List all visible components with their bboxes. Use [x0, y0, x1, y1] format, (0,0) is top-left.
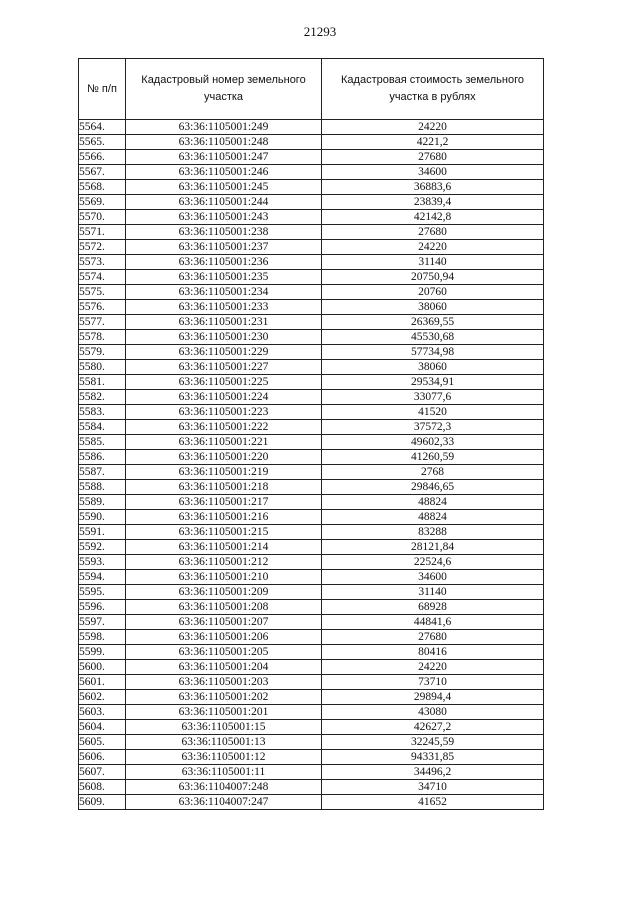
row-number-cell: 5601. [79, 675, 126, 690]
row-number-cell: 5566. [79, 150, 126, 165]
cadastral-value-cell: 38060 [322, 360, 544, 375]
table-row [79, 435, 544, 450]
cadastral-number-cell: 63:36:1105001:216 [126, 510, 322, 525]
cadastral-number-cell: 63:36:1104007:248 [126, 780, 322, 795]
table-row [79, 405, 544, 420]
row-number-cell: 5564. [79, 120, 126, 135]
cadastral-number-cell: 63:36:1105001:231 [126, 315, 322, 330]
cadastral-number-cell: 63:36:1105001:237 [126, 240, 322, 255]
cadastral-number-cell: 63:36:1105001:220 [126, 450, 322, 465]
table-body [79, 120, 544, 810]
cadastral-value-cell: 44841,6 [322, 615, 544, 630]
row-number-cell: 5602. [79, 690, 126, 705]
table-row [79, 270, 544, 285]
cadastral-value-cell: 73710 [322, 675, 544, 690]
cadastral-number-cell: 63:36:1105001:249 [126, 120, 322, 135]
cadastral-number-cell: 63:36:1105001:227 [126, 360, 322, 375]
table-row [79, 450, 544, 465]
row-number-cell: 5607. [79, 765, 126, 780]
cadastral-number-cell: 63:36:1105001:235 [126, 270, 322, 285]
row-number-cell: 5594. [79, 570, 126, 585]
table-row [79, 555, 544, 570]
cadastral-number-cell: 63:36:1105001:208 [126, 600, 322, 615]
row-number-cell: 5572. [79, 240, 126, 255]
cadastral-number-cell: 63:36:1105001:238 [126, 225, 322, 240]
row-number-cell: 5596. [79, 600, 126, 615]
row-number-cell: 5590. [79, 510, 126, 525]
cadastral-number-cell: 63:36:1105001:209 [126, 585, 322, 600]
table-row [79, 420, 544, 435]
table-row [79, 300, 544, 315]
row-number-cell: 5565. [79, 135, 126, 150]
cadastral-value-cell: 23839,4 [322, 195, 544, 210]
cadastral-number-cell: 63:36:1105001:236 [126, 255, 322, 270]
cadastral-value-cell: 29846,65 [322, 480, 544, 495]
cadastral-number-cell: 63:36:1105001:205 [126, 645, 322, 660]
row-number-cell: 5588. [79, 480, 126, 495]
cadastral-value-cell: 27680 [322, 630, 544, 645]
cadastral-value-cell: 34600 [322, 570, 544, 585]
cadastral-value-cell: 48824 [322, 510, 544, 525]
cadastral-value-cell: 41520 [322, 405, 544, 420]
table-row [79, 285, 544, 300]
cadastral-number-cell: 63:36:1105001:13 [126, 735, 322, 750]
table-row [79, 360, 544, 375]
cadastral-value-cell: 68928 [322, 600, 544, 615]
cadastral-value-cell: 4221,2 [322, 135, 544, 150]
row-number-cell: 5579. [79, 345, 126, 360]
cadastral-value-cell: 80416 [322, 645, 544, 660]
cadastral-value-cell: 24220 [322, 240, 544, 255]
cadastral-number-cell: 63:36:1105001:217 [126, 495, 322, 510]
table-row [79, 750, 544, 765]
cadastral-number-cell: 63:36:1105001:224 [126, 390, 322, 405]
cadastral-value-cell: 26369,55 [322, 315, 544, 330]
cadastral-number-cell: 63:36:1104007:247 [126, 795, 322, 810]
row-number-cell: 5609. [79, 795, 126, 810]
cadastral-value-cell: 41260,59 [322, 450, 544, 465]
cadastral-number-cell: 63:36:1105001:248 [126, 135, 322, 150]
cadastral-number-cell: 63:36:1105001:219 [126, 465, 322, 480]
cadastral-value-table [78, 58, 544, 810]
table-row [79, 600, 544, 615]
cadastral-number-cell: 63:36:1105001:201 [126, 705, 322, 720]
table-row [79, 585, 544, 600]
row-number-cell: 5569. [79, 195, 126, 210]
cadastral-number-cell: 63:36:1105001:243 [126, 210, 322, 225]
row-number-cell: 5586. [79, 450, 126, 465]
cadastral-number-cell: 63:36:1105001:246 [126, 165, 322, 180]
row-number-cell: 5568. [79, 180, 126, 195]
table-row [79, 720, 544, 735]
cadastral-number-cell: 63:36:1105001:222 [126, 420, 322, 435]
cadastral-value-cell: 20750,94 [322, 270, 544, 285]
table-row [79, 795, 544, 810]
cadastral-number-cell: 63:36:1105001:229 [126, 345, 322, 360]
row-number-cell: 5608. [79, 780, 126, 795]
row-number-cell: 5575. [79, 285, 126, 300]
cadastral-number-cell: 63:36:1105001:207 [126, 615, 322, 630]
table-row [79, 225, 544, 240]
table-row [79, 705, 544, 720]
cadastral-value-cell: 34600 [322, 165, 544, 180]
row-number-cell: 5597. [79, 615, 126, 630]
cadastral-value-cell: 33077,6 [322, 390, 544, 405]
header-cadastral-value: Кадастровая стоимость земельного участка в рублях [322, 59, 544, 120]
row-number-cell: 5589. [79, 495, 126, 510]
row-number-cell: 5595. [79, 585, 126, 600]
row-number-cell: 5571. [79, 225, 126, 240]
cadastral-number-cell: 63:36:1105001:11 [126, 765, 322, 780]
cadastral-value-cell: 36883,6 [322, 180, 544, 195]
table-row [79, 645, 544, 660]
cadastral-value-cell: 49602,33 [322, 435, 544, 450]
cadastral-number-cell: 63:36:1105001:214 [126, 540, 322, 555]
table-row [79, 465, 544, 480]
row-number-cell: 5593. [79, 555, 126, 570]
table-row [79, 330, 544, 345]
cadastral-number-cell: 63:36:1105001:230 [126, 330, 322, 345]
cadastral-number-cell: 63:36:1105001:204 [126, 660, 322, 675]
table-row [79, 540, 544, 555]
table-row [79, 210, 544, 225]
cadastral-value-cell: 37572,3 [322, 420, 544, 435]
cadastral-value-cell: 57734,98 [322, 345, 544, 360]
table-row [79, 390, 544, 405]
cadastral-value-cell: 83288 [322, 525, 544, 540]
row-number-cell: 5592. [79, 540, 126, 555]
cadastral-value-cell: 38060 [322, 300, 544, 315]
row-number-cell: 5599. [79, 645, 126, 660]
table-row [79, 780, 544, 795]
cadastral-number-cell: 63:36:1105001:218 [126, 480, 322, 495]
row-number-cell: 5600. [79, 660, 126, 675]
table-row [79, 135, 544, 150]
table-row [79, 315, 544, 330]
cadastral-value-cell: 45530,68 [322, 330, 544, 345]
header-row-number: № п/п [79, 59, 126, 120]
row-number-cell: 5577. [79, 315, 126, 330]
cadastral-value-cell: 34496,2 [322, 765, 544, 780]
table-header-row [79, 59, 544, 120]
table-row [79, 150, 544, 165]
row-number-cell: 5598. [79, 630, 126, 645]
row-number-cell: 5576. [79, 300, 126, 315]
cadastral-value-cell: 20760 [322, 285, 544, 300]
cadastral-number-cell: 63:36:1105001:15 [126, 720, 322, 735]
cadastral-value-cell: 22524,6 [322, 555, 544, 570]
row-number-cell: 5582. [79, 390, 126, 405]
table-row [79, 735, 544, 750]
row-number-cell: 5584. [79, 420, 126, 435]
row-number-cell: 5591. [79, 525, 126, 540]
cadastral-value-cell: 43080 [322, 705, 544, 720]
cadastral-value-cell: 31140 [322, 255, 544, 270]
cadastral-number-cell: 63:36:1105001:225 [126, 375, 322, 390]
row-number-cell: 5580. [79, 360, 126, 375]
cadastral-number-cell: 63:36:1105001:12 [126, 750, 322, 765]
cadastral-value-cell: 27680 [322, 225, 544, 240]
cadastral-value-cell: 42627,2 [322, 720, 544, 735]
cadastral-value-cell: 24220 [322, 120, 544, 135]
cadastral-value-cell: 94331,85 [322, 750, 544, 765]
table-row [79, 375, 544, 390]
cadastral-value-cell: 29894,4 [322, 690, 544, 705]
row-number-cell: 5583. [79, 405, 126, 420]
cadastral-number-cell: 63:36:1105001:212 [126, 555, 322, 570]
cadastral-value-cell: 28121,84 [322, 540, 544, 555]
table-row [79, 195, 544, 210]
row-number-cell: 5604. [79, 720, 126, 735]
cadastral-number-cell: 63:36:1105001:206 [126, 630, 322, 645]
row-number-cell: 5603. [79, 705, 126, 720]
table-row [79, 345, 544, 360]
table-row [79, 615, 544, 630]
row-number-cell: 5587. [79, 465, 126, 480]
table-row [79, 180, 544, 195]
cadastral-value-cell: 48824 [322, 495, 544, 510]
row-number-cell: 5574. [79, 270, 126, 285]
cadastral-value-cell: 41652 [322, 795, 544, 810]
cadastral-value-cell: 31140 [322, 585, 544, 600]
table-row [79, 765, 544, 780]
table-row [79, 525, 544, 540]
row-number-cell: 5570. [79, 210, 126, 225]
row-number-cell: 5581. [79, 375, 126, 390]
table-row [79, 690, 544, 705]
table-row [79, 660, 544, 675]
table-row [79, 675, 544, 690]
table-row [79, 630, 544, 645]
table-row [79, 510, 544, 525]
cadastral-value-cell: 34710 [322, 780, 544, 795]
cadastral-number-cell: 63:36:1105001:234 [126, 285, 322, 300]
cadastral-number-cell: 63:36:1105001:245 [126, 180, 322, 195]
cadastral-number-cell: 63:36:1105001:244 [126, 195, 322, 210]
cadastral-number-cell: 63:36:1105001:247 [126, 150, 322, 165]
table-row [79, 570, 544, 585]
cadastral-value-cell: 42142,8 [322, 210, 544, 225]
row-number-cell: 5578. [79, 330, 126, 345]
header-cadastral-number: Кадастровый номер земельного участка [126, 59, 322, 120]
table-row [79, 480, 544, 495]
table-row [79, 120, 544, 135]
cadastral-number-cell: 63:36:1105001:221 [126, 435, 322, 450]
cadastral-value-cell: 27680 [322, 150, 544, 165]
table-row [79, 165, 544, 180]
table-row [79, 240, 544, 255]
cadastral-number-cell: 63:36:1105001:210 [126, 570, 322, 585]
cadastral-number-cell: 63:36:1105001:215 [126, 525, 322, 540]
page-number: 21293 [303, 24, 337, 39]
row-number-cell: 5585. [79, 435, 126, 450]
cadastral-value-cell: 29534,91 [322, 375, 544, 390]
row-number-cell: 5567. [79, 165, 126, 180]
row-number-cell: 5605. [79, 735, 126, 750]
cadastral-number-cell: 63:36:1105001:233 [126, 300, 322, 315]
cadastral-number-cell: 63:36:1105001:202 [126, 690, 322, 705]
cadastral-value-cell: 24220 [322, 660, 544, 675]
cadastral-value-cell: 32245,59 [322, 735, 544, 750]
cadastral-number-cell: 63:36:1105001:203 [126, 675, 322, 690]
cadastral-value-cell: 2768 [322, 465, 544, 480]
row-number-cell: 5573. [79, 255, 126, 270]
cadastral-number-cell: 63:36:1105001:223 [126, 405, 322, 420]
table-row [79, 495, 544, 510]
table-row [79, 255, 544, 270]
row-number-cell: 5606. [79, 750, 126, 765]
